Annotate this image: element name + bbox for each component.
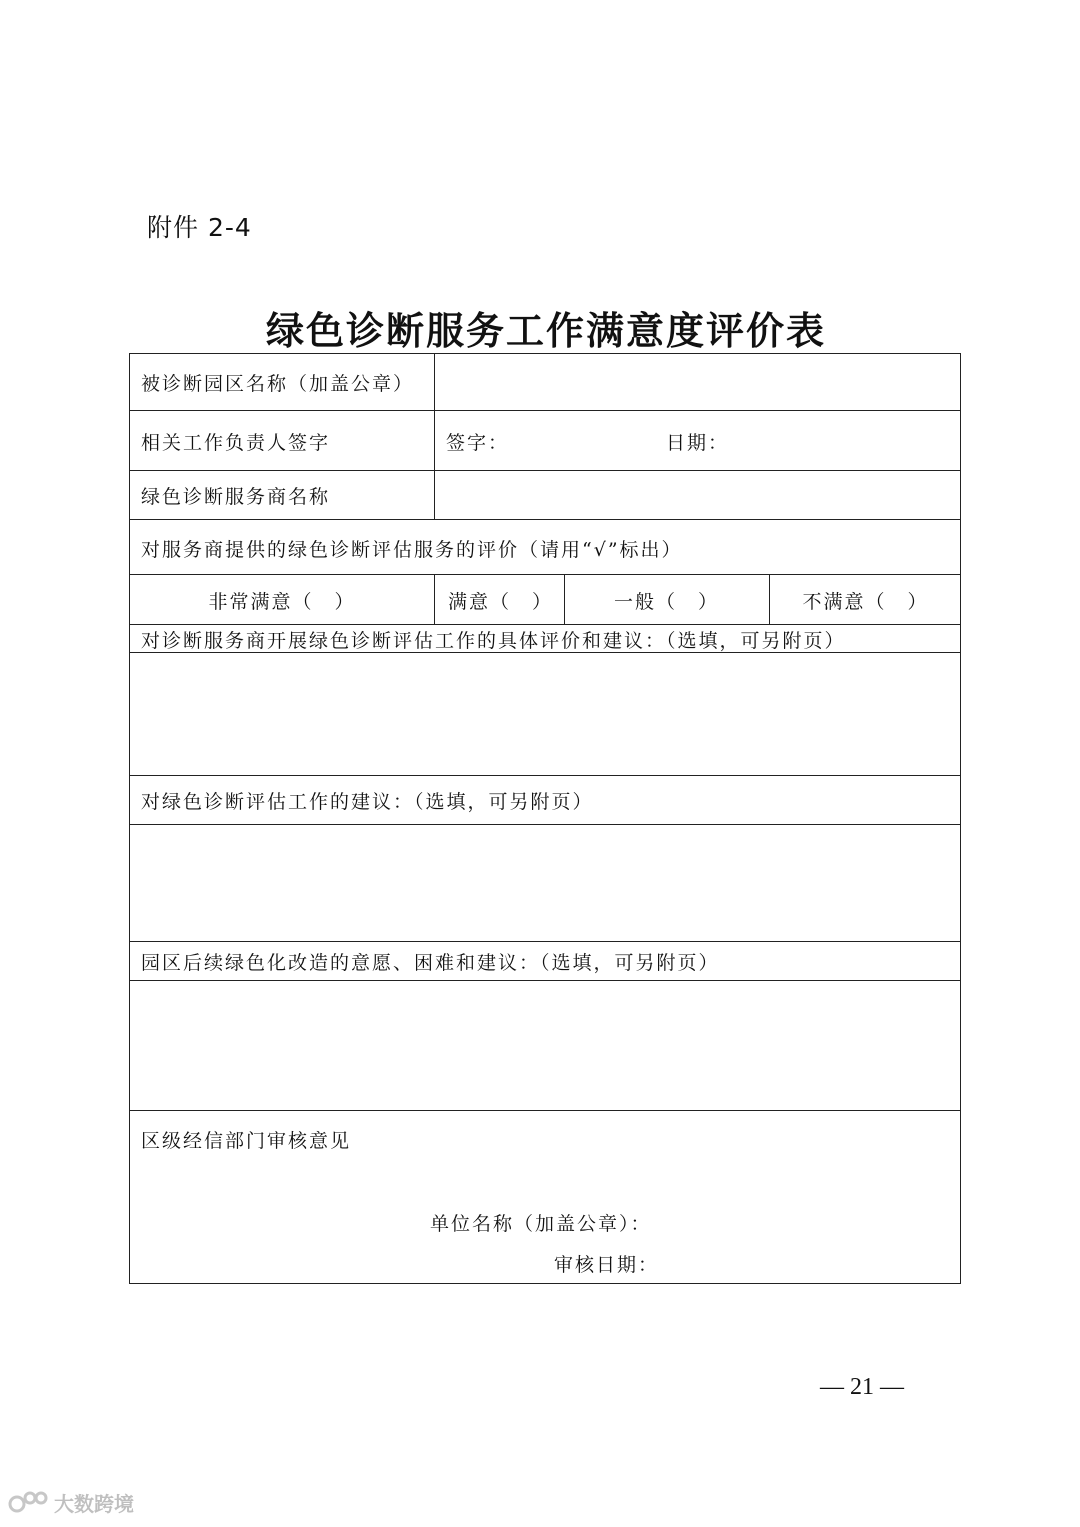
row-divider bbox=[130, 574, 960, 575]
rating-satisfied[interactable]: 满意（ ） bbox=[448, 591, 554, 613]
rating-dissatisfied[interactable]: 不满意（ ） bbox=[802, 591, 929, 613]
attachment-label: 附件 2-4 bbox=[147, 213, 252, 242]
work-suggestion-label: 对绿色诊断评估工作的建议：（选填，可另附页） bbox=[141, 791, 594, 813]
unit-name-label: 单位名称（加盖公章）： bbox=[430, 1213, 652, 1235]
row-divider bbox=[130, 1110, 960, 1111]
park-followup-label: 园区后续绿色化改造的意愿、困难和建议：（选填，可另附页） bbox=[141, 952, 720, 974]
row-divider bbox=[130, 410, 960, 411]
column-divider bbox=[434, 574, 435, 624]
row-divider bbox=[130, 470, 960, 471]
rating-very-satisfied[interactable]: 非常满意（ ） bbox=[208, 591, 356, 613]
date-field[interactable]: 日期： bbox=[666, 432, 730, 454]
form-title: 绿色诊断服务工作满意度评价表 bbox=[265, 309, 826, 353]
review-date-label: 审核日期： bbox=[554, 1254, 660, 1276]
park-name-label: 被诊断园区名称（加盖公章） bbox=[141, 373, 415, 395]
watermark-logo-icon bbox=[8, 1489, 50, 1517]
district-review-label: 区级经信部门审核意见 bbox=[141, 1130, 352, 1152]
rating-average[interactable]: 一般（ ） bbox=[613, 591, 719, 613]
evaluation-form-table bbox=[129, 353, 961, 1284]
watermark-text: 大数跨境 bbox=[54, 1492, 134, 1516]
specific-feedback-area[interactable] bbox=[130, 653, 960, 775]
column-divider bbox=[434, 354, 435, 519]
row-divider bbox=[130, 941, 960, 942]
watermark bbox=[8, 1488, 134, 1517]
row-divider bbox=[130, 624, 960, 625]
page-number: — 21 — bbox=[820, 1374, 904, 1400]
provider-name-label: 绿色诊断服务商名称 bbox=[141, 486, 331, 508]
row-divider bbox=[130, 775, 960, 776]
park-followup-area[interactable] bbox=[130, 981, 960, 1110]
row-divider bbox=[130, 519, 960, 520]
signature-field[interactable]: 签字： bbox=[446, 432, 510, 454]
work-suggestion-area[interactable] bbox=[130, 825, 960, 941]
specific-feedback-label: 对诊断服务商开展绿色诊断评估工作的具体评价和建议：（选填，可另附页） bbox=[141, 630, 846, 652]
rating-prompt: 对服务商提供的绿色诊断评估服务的评价（请用“√”标出） bbox=[141, 539, 683, 561]
signature-label: 相关工作负责人签字 bbox=[141, 432, 331, 454]
